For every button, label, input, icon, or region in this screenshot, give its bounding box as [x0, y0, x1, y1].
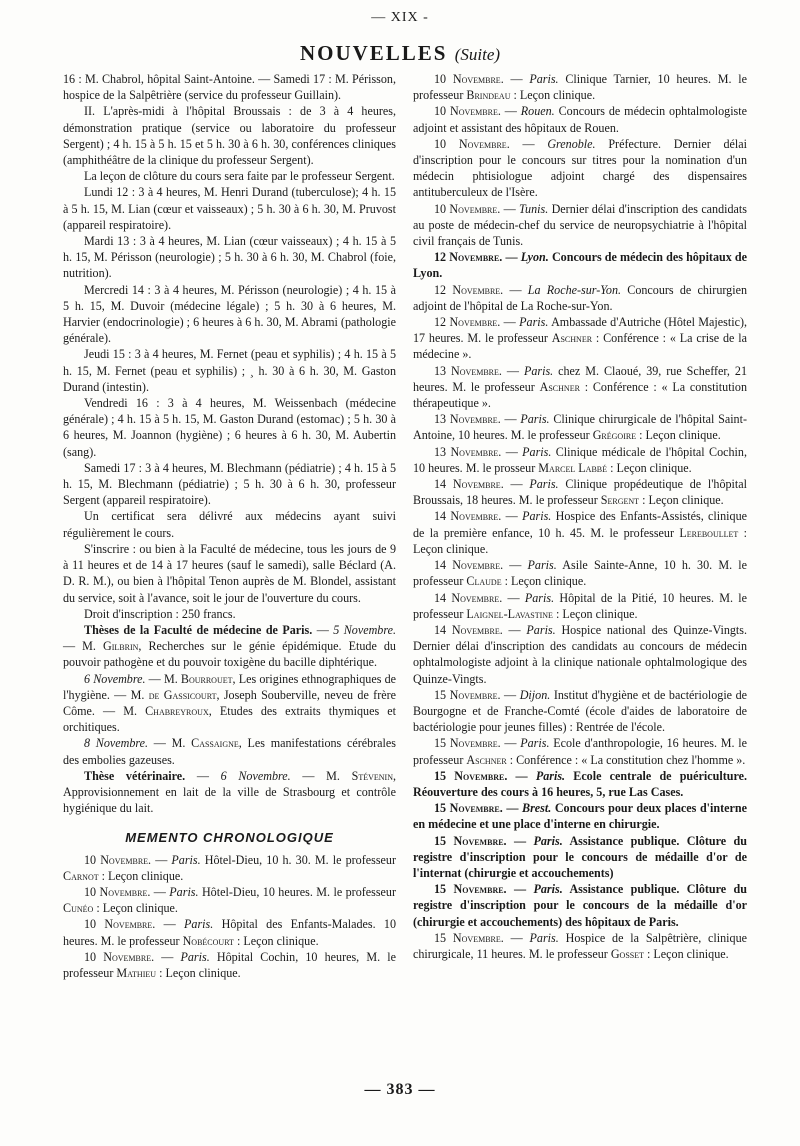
memento-entry: 14 Novembre. — Paris. Asile Sainte-Anne, 10 h. 30. M. le professeur Claude : Leçon clinique.: [413, 558, 747, 589]
entry-text: Hôtel-Dieu, 10 h. 30. M. le professeur: [204, 852, 396, 867]
date: 15 Novembre.: [434, 736, 501, 751]
city: La Roche-sur-Yon.: [527, 282, 622, 297]
entry-text: Clinique médicale de l'hôpital Cochin, 10 heures. M. le prosseur: [413, 444, 747, 475]
entry-text: Dernier délai d'inscription des candidats au poste de médecin-chef du service de neuropsychiatrie à l'hôpital civil français de Tunis.: [413, 201, 747, 249]
professor-name: Nobécourt: [182, 933, 234, 948]
entry-text: : Leçon clinique.: [610, 460, 692, 475]
author-name: M. de Gassicourt: [130, 687, 217, 702]
paragraph: II. L'après-midi à l'hôpital Broussais : de 3 à 4 heures, démonstration pratique (service ou laboratoire du professeur Sergent) ; 4 h. 15 à 5 h. 15 et 5 h. 30 à 6 h. 30, conférences cliniques (amphithéâtre de la clinique du professeur Sergent).: [63, 104, 396, 168]
memento-entry: 13 Novembre. — Paris. Clinique médicale de l'hôpital Cochin, 10 heures. M. le prosseur Marcel Labbé : Leçon clinique.: [413, 444, 747, 475]
date: 10 Novembre.: [84, 884, 151, 899]
date: 10 Novembre.: [434, 72, 504, 86]
entry-text: Assistance publique. Clôture du registre d'inscription pour le concours de la médaille d'or (chirurgie et accouchements) des hôpitaux de Paris.: [413, 882, 747, 929]
professor-name: Aschner: [539, 379, 580, 394]
memento-entry: 13 Novembre. — Paris. chez M. Claoué, 39, rue Scheffer, 21 heures. M. le professeur Aschner : Conférence : « La constitution thérapeutique ».: [413, 363, 748, 411]
professor-name: Lereboullet: [679, 525, 739, 540]
paragraph: Samedi 17 : 3 à 4 heures, M. Blechmann (pédiatrie) ; 4 h. 15 à 5 h. 15, M. Blechmann (pédiatrie) ; 5 h. 30 à 6 h. 30, professeur Sergent (appareil respiratoire).: [63, 460, 396, 508]
date: 6 Novembre.: [220, 768, 291, 783]
entry-text: : Leçon clinique.: [159, 965, 241, 980]
memento-entry: 10 Novembre. — Paris. Hôtel-Dieu, 10 h. 30. M. le professeur Carnot : Leçon clinique.: [63, 852, 396, 883]
entry-text: , Etudes des extraits thymiques et orchitiques.: [63, 703, 397, 735]
memento-entry: 15 Novembre. — Paris. Ecole centrale de puériculture. Réouverture des cours à 16 heures, 5, rue Las Cases.: [413, 768, 748, 799]
right-column: [413, 71, 747, 962]
date: 14 Novembre.: [434, 558, 504, 573]
entry-text: : Conférence : « La constitution chez l'homme ».: [509, 752, 746, 767]
professor-name: Grégoire: [592, 428, 637, 443]
author-name: M. Bourrouet: [163, 671, 233, 686]
entry-text: Hôpital Cochin, 10 heures, M. le professeur: [63, 949, 396, 980]
entry-text: Clinique chirurgicale de l'hôpital Saint-Antoine, 10 heures. M. le professeur: [413, 412, 747, 443]
entry-text: : Leçon clinique.: [647, 946, 729, 961]
professor-name: Carnot: [63, 868, 99, 883]
theses-heading: Thèses de la Faculté de médecine de Paris.: [84, 622, 313, 637]
memento-entry: 13 Novembre. — Paris. Clinique chirurgicale de l'hôpital Saint-Antoine, 10 heures. M. le professeur Grégoire : Leçon clinique.: [413, 412, 747, 443]
city: Brest.: [522, 801, 552, 816]
date: 15 Novembre.: [434, 882, 507, 897]
professor-name: Laignel-Lavastine: [466, 606, 553, 621]
author-name: M. Gilbrin: [82, 639, 139, 654]
city: Paris.: [535, 768, 566, 783]
date: 13 Novembre.: [434, 412, 501, 427]
paragraph: Lundi 12 : 3 à 4 heures, M. Henri Durand (tuberculose); 4 h. 15 à 5 h. 15, M. Lian (cœur et vaisseaux) ; 5 h. 30 à 6 h. 30, M. Pruvost (appareil respiratoire).: [63, 185, 396, 232]
memento-entry: 10 Novembre. — Rouen. Concours de médecin ophtalmologiste adjoint et assistant des hôpitaux de Rouen.: [413, 104, 747, 135]
entry-text: Ecole centrale de puériculture. Réouverture des cours à 16 heures, 5, rue Las Cases.: [413, 768, 748, 799]
date: 10 Novembre.: [84, 852, 152, 867]
entry-text: , Les manifestations cérébrales des embolies gazeuses.: [63, 736, 396, 767]
entry-text: : Conférence : « La constitution thérapeutique ».: [413, 379, 748, 411]
date: 13 Novembre.: [434, 363, 502, 378]
entry-text: Clinique propédeutique de l'hôpital Broussais, 18 heures. M. le professeur: [413, 477, 747, 508]
memento-entry: 14 Novembre. — Paris. Hospice national des Quinze-Vingts. Dernier délai d'inscription des candidats au concours de médecin ophtalmologiste adjoint à la clinique nationale ophtalmologique des Quinze-Vingts.: [413, 622, 748, 686]
city: Rouen.: [520, 104, 555, 119]
city: Paris.: [529, 477, 559, 492]
paragraph: Mercredi 14 : 3 à 4 heures, M. Périsson (neurologie) ; 4 h. 15 à 5 h. 15, M. Duvoir (médecine légale) ; 5 h. 30 à 6 heures, M. Harvier (endocrinologie) ; 6 heures à 6 h. 30, M. Abrami (pathologie générale).: [63, 282, 396, 346]
title-main: NOUVELLES: [299, 41, 448, 65]
professor-name: Brindeau: [466, 88, 511, 103]
memento-entry: 14 Novembre. — Paris. Clinique propédeutique de l'hôpital Broussais, 18 heures. M. le professeur Sergent : Leçon clinique.: [413, 477, 747, 508]
city: Paris.: [180, 949, 210, 964]
date: 10 Novembre.: [434, 104, 501, 119]
entry-text: , Les origines ethnographiques de l'hygiène. —: [63, 671, 396, 702]
professor-name: Aschner: [551, 331, 593, 346]
date: 14 Novembre.: [434, 477, 504, 492]
vet-thesis-entry: Thèse vétérinaire. — 6 Novembre. — M. Stévenin, Approvisionnement en lait de la ville de Strasbourg et contrôle hygiénique du lait.: [63, 768, 397, 816]
professor-name: Gosset: [610, 946, 644, 961]
memento-entry: 10 Novembre. — Paris. Clinique Tarnier, 10 heures. M. le professeur Brindeau : Leçon clinique.: [413, 72, 747, 103]
city: Paris.: [522, 444, 552, 459]
vet-heading: Thèse vétérinaire.: [84, 768, 186, 783]
paragraph: Mardi 13 : 3 à 4 heures, M. Lian (cœur vaisseaux) ; 4 h. 15 à 5 h. 15, M. Périsson (neurologie) ; 5 h. 30 à 6 h. 30, M. Chabrol (foie, nutrition).: [63, 234, 396, 281]
entry-text: Assistance publique. Clôture du registre d'inscription pour le concours de médaille d'or de l'internat (chirurgie et accouchements): [413, 833, 747, 880]
left-column: [63, 71, 396, 981]
date: 14 Novembre.: [434, 590, 503, 605]
date: 15 Novembre.: [434, 930, 504, 945]
date: 8 Novembre.: [84, 736, 149, 751]
title-suite: (Suite): [454, 45, 501, 64]
entry-text: Ambassade d'Autriche (Hôtel Majestic), 17 heures. M. le professeur: [413, 315, 748, 346]
date: 12 Novembre.: [434, 250, 503, 265]
entry-text: Ecole d'anthropologie, 16 heures. M. le professeur: [413, 736, 747, 767]
memento-entry: 12 Novembre. — Paris. Ambassade d'Autriche (Hôtel Majestic), 17 heures. M. le professeur Aschner : Conférence : « La crise de la médecine ».: [413, 315, 748, 362]
memento-entry: 14 Novembre. — Paris. Hôpital de la Pitié, 10 heures. M. le professeur Laignel-Lavastine : Leçon clinique.: [413, 590, 747, 621]
date: 10 Novembre.: [84, 949, 155, 964]
date: 14 Novembre.: [434, 509, 502, 524]
memento-entry: 15 Novembre. — Dijon. Institut d'hygiène et de bactériologie de Bourgogne et de Franche-Comté (école d'aides de laboratoire de bactériologie pour jeunes filles) : Rentrée de l'école.: [413, 687, 748, 735]
city: Grenoble.: [547, 136, 596, 151]
date: 12 Novembre.: [434, 282, 504, 297]
theses-entry: 8 Novembre. — M. Cassaigne, Les manifestations cérébrales des embolies gazeuses.: [63, 736, 396, 767]
entry-text: Préfecture. Dernier délai d'inscription pour le concours sur titres pour la nomination d'un médecin phtisiologue adjoint chargé des dispensaires antituberculeux de l'Isère.: [413, 136, 747, 200]
city: Dijon.: [519, 687, 551, 702]
date: 6 Novembre.: [84, 671, 146, 686]
date: 15 Novembre.: [434, 687, 501, 702]
city: Paris.: [524, 590, 555, 605]
entry-text: : Leçon clinique.: [513, 88, 596, 103]
city: Paris.: [522, 509, 552, 524]
entry-text: , Joseph Souberville, neveu de frère Côme. —: [63, 687, 396, 718]
memento-entry: 15 Novembre. — Brest. Concours pour deux places d'interne en médecine et une place d'interne en chirurgie.: [413, 801, 747, 832]
paragraph: La leçon de clôture du cours sera faite par le professeur Sergent.: [84, 169, 395, 184]
paragraph: Droit d'inscription : 250 francs.: [84, 606, 236, 621]
roman-page-number: — XIX -: [371, 10, 429, 25]
memento-entry: 10 Novembre. — Paris. Hôpital des Enfants-Malades. 10 heures. M. le professeur Nobécourt : Leçon clinique.: [63, 917, 397, 948]
professor-name: Aschner: [466, 752, 507, 767]
author-name: M. Stévenin: [326, 768, 393, 783]
city: Paris.: [529, 72, 559, 86]
date: 15 Novembre.: [434, 768, 508, 783]
memento-entry: 14 Novembre. — Paris. Hospice des Enfants-Assistés, clinique de la première enfance, 10 h. 45. M. le professeur Lereboullet : Leçon clinique.: [413, 509, 748, 556]
city: Paris.: [519, 315, 549, 330]
date: 12 Novembre.: [434, 315, 501, 330]
city: Tunis.: [519, 201, 549, 216]
paragraph: S'inscrire : ou bien à la Faculté de médecine, tous les jours de 9 à 11 heures et de 14 à 17 heures (sauf le samedi), salle Béclard (A. D. R. M.), ou bien à l'hôpital Tenon auprès de M. Blondel, assistant du service, soit à l'avance, soit le jour de l'ouverture du cours.: [63, 541, 396, 605]
city: Paris.: [533, 833, 563, 848]
entry-text: Concours de médecin ophtalmologiste adjoint et assistant des hôpitaux de Rouen.: [413, 104, 747, 135]
entry-text: Hôtel-Dieu, 10 heures. M. le professeur: [201, 884, 396, 899]
entry-text: Concours pour deux places d'interne en médecine et une place d'interne en chirurgie.: [413, 801, 747, 832]
city: Paris.: [529, 930, 559, 945]
date: 15 Novembre.: [434, 833, 507, 848]
theses-entry: 6 Novembre. — M. Bourrouet, Les origines ethnographiques de l'hygiène. — M. de Gassicourt, Joseph Souberville, neveu de frère Côme. — M. Chabreyroux, Etudes des extraits thymiques et orchitiques.: [63, 671, 397, 735]
city: Paris.: [184, 917, 214, 932]
memento-entry: 15 Novembre. — Paris. Hospice de la Salpêtrière, clinique chirurgicale, 11 heures. M. le professeur Gosset : Leçon clinique.: [413, 930, 747, 961]
entry-text: Institut d'hygiène et de bactériologie de Bourgogne et de Franche-Comté (école d'aides de laboratoire de bactériologie pour jeunes filles) : Rentrée de l'école.: [413, 687, 748, 735]
memento-entry: 12 Novembre. — Lyon. Concours de médecin des hôpitaux de Lyon.: [413, 250, 747, 281]
memento-entry: 15 Novembre. — Paris. Assistance publique. Clôture du registre d'inscription pour le concours de médaille d'or de l'internat (chirurgie et accouchements): [413, 833, 747, 880]
memento-entry: 15 Novembre. — Paris. Assistance publique. Clôture du registre d'inscription pour le concours de la médaille d'or (chirurgie et accouchements) des hôpitaux de Paris.: [413, 882, 747, 929]
entry-text: : Leçon clinique.: [555, 606, 638, 621]
city: Paris.: [520, 412, 550, 427]
paragraph: Vendredi 16 : 3 à 4 heures, M. Weissenbach (médecine générale) ; 4 h. 15 à 5 h. 15, M. Gaston Durand (estomac) ; 5 h. 30 à 6 heures, M. Joannon (hygiène) ; 6 heures à 6 h. 30, M. Aubertin (sang).: [63, 396, 396, 459]
date: 10 Novembre.: [434, 201, 501, 216]
entry-text: : Leçon clinique.: [101, 868, 184, 883]
entry-text: : Leçon clinique.: [639, 428, 721, 443]
city: Lyon.: [520, 250, 549, 265]
entry-text: , Approvisionnement en lait de la ville de Strasbourg et contrôle hygiénique du lait.: [63, 768, 397, 816]
city: Paris.: [523, 363, 554, 378]
professor-name: Cunéo: [63, 901, 94, 916]
professor-name: Mathieu: [116, 965, 157, 980]
author-name: M. Chabreyroux: [123, 703, 209, 718]
entry-text: Asile Sainte-Anne, 10 h. 30. M. le professeur: [413, 558, 747, 589]
page-number: — 383 —: [364, 1081, 436, 1098]
entry-text: Concours de chirurgien adjoint de l'hôpital de La Roche-sur-Yon.: [413, 282, 747, 313]
memento-entry: 10 Novembre. — Tunis. Dernier délai d'inscription des candidats au poste de médecin-chef du service de neuropsychiatrie à l'hôpital civil français de Tunis.: [413, 201, 747, 249]
entry-text: Concours de médecin des hôpitaux de Lyon.: [413, 250, 747, 281]
professor-name: Sergent: [600, 493, 640, 508]
professor-name: Marcel Labbé: [538, 460, 608, 475]
entry-text: Hospice national des Quinze-Vingts. Dernier délai d'inscription des candidats au concours de médecin ophtalmologiste adjoint à la clinique nationale ophtalmologique des Quinze-Vingts.: [413, 622, 748, 686]
entry-text: Hôpital des Enfants-Malades. 10 heures. M. le professeur: [63, 917, 397, 948]
date: 10 Novembre.: [84, 917, 156, 932]
city: Paris.: [533, 882, 563, 897]
entry-text: : Leçon clinique.: [236, 933, 319, 948]
date: 5 Novembre.: [333, 622, 397, 637]
theses-entry: Thèses de la Faculté de médecine de Paris. — 5 Novembre. — M. Gilbrin, Recherches sur le génie épidémique. Etude du pouvoir pathogène et du pouvoir toxigène du bacille diphtérique.: [63, 622, 397, 670]
date: 13 Novembre.: [434, 444, 502, 459]
professor-name: Claude: [466, 574, 502, 589]
date: 15 Novembre.: [434, 801, 503, 816]
entry-text: : Leçon clinique.: [642, 493, 724, 508]
entry-text: Clinique Tarnier, 10 heures. M. le professeur: [413, 72, 747, 103]
entry-text: : Leçon clinique.: [504, 574, 587, 589]
entry-text: chez M. Claoué, 39, rue Scheffer, 21 heures. M. le professeur: [413, 363, 748, 394]
paragraph: 16 : M. Chabrol, hôpital Saint-Antoine. — Samedi 17 : M. Périsson, hospice de la Salpêtrière (service du professeur Guillain).: [63, 72, 396, 103]
memento-entry: 10 Novembre. — Paris. Hôtel-Dieu, 10 heures. M. le professeur Cunéo : Leçon clinique.: [63, 884, 396, 916]
city: Paris.: [169, 884, 199, 899]
entry-text: Hospice des Enfants-Assistés, clinique de la première enfance, 10 h. 45. M. le professeur: [413, 509, 748, 540]
entry-text: : Leçon clinique.: [96, 901, 178, 916]
date: 14 Novembre.: [434, 622, 503, 637]
memento-entry: 10 Novembre. — Grenoble. Préfecture. Dernier délai d'inscription pour le concours sur titres pour la nomination d'un médecin phtisiologue adjoint chargé des dispensaires antituberculeux de l'Isère.: [413, 136, 747, 200]
paragraph: Un certificat sera délivré aux médecins ayant suivi régulièrement le cours.: [63, 509, 396, 540]
memento-heading: MEMENTO CHRONOLOGIQUE: [125, 830, 334, 846]
city: Paris.: [520, 736, 550, 751]
entry-text: Hospice de la Salpêtrière, clinique chirurgicale, 11 heures. M. le professeur: [413, 930, 747, 961]
city: Paris.: [171, 852, 201, 867]
memento-entry: 12 Novembre. — La Roche-sur-Yon. Concours de chirurgien adjoint de l'hôpital de La Roche-sur-Yon.: [413, 282, 747, 313]
page-title: [0, 41, 800, 66]
memento-entry: 15 Novembre. — Paris. Ecole d'anthropologie, 16 heures. M. le professeur Aschner : Conférence : « La constitution chez l'homme ».: [413, 736, 747, 767]
entry-text: : Conférence : « La crise de la médecine ».: [413, 331, 747, 362]
paragraph: Jeudi 15 : 3 à 4 heures, M. Fernet (peau et syphilis) ; 4 h. 15 à 5 h. 15, M. Fernet (peau et syphilis) ; ¸ h. 30 à 6 h. 30, M. Gaston Durand (intestin).: [63, 347, 396, 394]
city: Paris.: [527, 558, 557, 573]
entry-text: , Recherches sur le génie épidémique. Etude du pouvoir pathogène et du pouvoir toxigène du bacille diphtérique.: [63, 639, 396, 670]
date: 10 Novembre.: [434, 136, 510, 151]
entry-text: : Leçon clinique.: [413, 525, 747, 556]
entry-text: Hôpital de la Pitié, 10 heures. M. le professeur: [413, 590, 747, 621]
memento-entry: 10 Novembre. — Paris. Hôpital Cochin, 10 heures, M. le professeur Mathieu : Leçon clinique.: [63, 949, 396, 980]
author-name: M. Cassaigne: [171, 736, 239, 751]
city: Paris.: [526, 622, 556, 637]
